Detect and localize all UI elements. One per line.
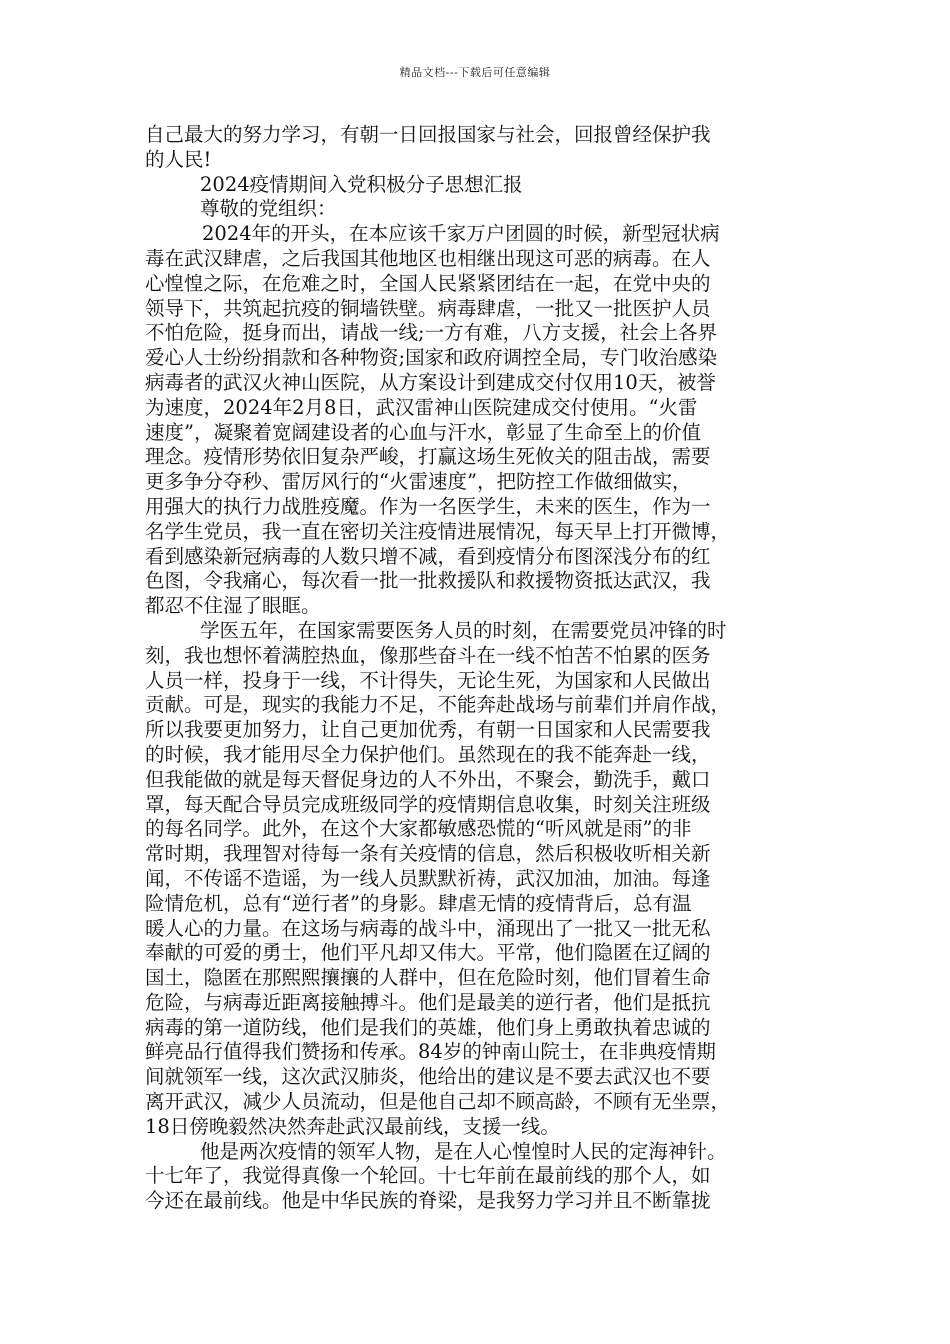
- text-line: 2024年的开头，在本应该千家万户团圆的时候，新型冠状病: [202, 222, 720, 246]
- text-line: 的人民!: [145, 147, 212, 171]
- text-line: 都忍不住湿了眼眶。: [145, 594, 321, 618]
- text-line: 闻，不传谣不造谣，为一线人员默默祈祷，武汉加油，加油。每逢: [145, 866, 711, 890]
- text-line: 领导下，共筑起抗疫的铜墙铁壁。病毒肆虐，一批又一批医护人员: [145, 296, 711, 320]
- text-line: 贡献。可是，现实的我能力不足，不能奔赴战场与前辈们并肩作战，: [145, 693, 731, 717]
- text-line: 名学生党员，我一直在密切关注疫情进展情况，每天早上打开微博，: [145, 519, 731, 543]
- text-line: 用强大的执行力战胜疫魔。作为一名医学生，未来的医生，作为一: [145, 494, 711, 518]
- text-line: 人员一样，投身于一线，不计得失，无论生死，为国家和人民做出: [145, 668, 711, 692]
- text-line: 十七年了，我觉得真像一个轮回。十七年前在最前线的那个人，如: [145, 1164, 711, 1188]
- text-line: 理念。疫情形势依旧复杂严峻，打赢这场生死攸关的阻击战，需要: [145, 445, 711, 469]
- text-line: 的时候，我才能用尽全力保护他们。虽然现在的我不能奔赴一线，: [145, 742, 711, 766]
- text-line: 他是两次疫情的领军人物，是在人心惶惶时人民的定海神针。: [200, 1139, 727, 1163]
- text-line: 爱心人士纷纷捐款和各种物资;国家和政府调控全局，专门收治感染: [145, 346, 718, 370]
- page-header: 精品文档---下载后可任意编辑: [399, 66, 551, 79]
- text-line: 罩，每天配合导员完成班级同学的疫情期信息收集，时刻关注班级: [145, 792, 711, 816]
- text-line: 鲜亮品行值得我们赞扬和传承。84岁的钟南山院士，在非典疫情期: [145, 1040, 716, 1064]
- text-line: 速度”，凝聚着宽阔建设者的心血与汗水，彰显了生命至上的价值: [145, 420, 701, 444]
- document-title: 2024疫情期间入党积极分子思想汇报: [200, 172, 523, 196]
- text-line: 18日傍晚毅然决然奔赴武汉最前线，支援一线。: [145, 1114, 560, 1138]
- text-line: 刻，我也想怀着满腔热血，像那些奋斗在一线不怕苦不怕累的医务: [145, 643, 711, 667]
- text-line: 病毒者的武汉火神山医院，从方案设计到建成交付仅用10天，被誉: [145, 370, 716, 394]
- text-line: 国土，隐匿在那熙熙攘攘的人群中，但在危险时刻，他们冒着生命: [145, 966, 711, 990]
- text-line: 奉献的可爱的勇士，他们平凡却又伟大。平常，他们隐匿在辽阔的: [145, 941, 711, 965]
- text-line: 看到感染新冠病毒的人数只增不减，看到疫情分布图深浅分布的红: [145, 544, 711, 568]
- document-body: [145, 123, 805, 1214]
- text-line: 不怕危险，挺身而出，请战一线;一方有难，八方支援，社会上各界: [145, 321, 718, 345]
- text-line: 色图，令我痛心，每次看一批一批救援队和救援物资抵达武汉，我: [145, 569, 711, 593]
- text-line: 心惶惶之际，在危难之时，全国人民紧紧团结在一起，在党中央的: [145, 271, 711, 295]
- text-line: 自己最大的努力学习，有朝一日回报国家与社会，回报曾经保护我: [145, 123, 711, 146]
- text-line: 所以我要更加努力，让自己更加优秀，有朝一日国家和人民需要我: [145, 718, 711, 742]
- text-line: 更多争分夺秒、雷厉风行的“火雷速度”，把防控工作做细做实，: [145, 470, 692, 494]
- text-line: 常时期，我理智对待每一条有关疫情的信息，然后积极收听相关新: [145, 842, 711, 866]
- text-line: 但我能做的就是每天督促身边的人不外出，不聚会，勤洗手，戴口: [145, 767, 711, 791]
- text-line: 的每名同学。此外，在这个大家都敏感恐慌的“听风就是雨”的非: [145, 817, 692, 841]
- text-line: 病毒的第一道防线，他们是我们的英雄，他们身上勇敢执着忠诚的: [145, 1015, 711, 1039]
- salutation: 尊敬的党组织：: [200, 197, 337, 221]
- text-line: 暖人心的力量。在这场与病毒的战斗中，涌现出了一批又一批无私: [145, 916, 711, 940]
- text-line: 今还在最前线。他是中华民族的脊梁，是我努力学习并且不断靠拢: [145, 1189, 711, 1213]
- text-line: 毒在武汉肆虐，之后我国其他地区也相继出现这可恶的病毒。在人: [145, 246, 711, 270]
- text-line: 险情危机，总有“逆行者”的身影。肆虐无情的疫情背后，总有温: [145, 891, 692, 915]
- text-line: 为速度，2024年2月8日，武汉雷神山医院建成交付使用。“火雷: [145, 395, 698, 419]
- text-line: 间就领军一线，这次武汉肺炎，他给出的建议是不要去武汉也不要: [145, 1065, 711, 1089]
- text-line: 离开武汉，减少人员流动，但是他自己却不顾高龄，不顾有无坐票，: [145, 1090, 731, 1114]
- text-line: 危险，与病毒近距离接触搏斗。他们是最美的逆行者，他们是抵抗: [145, 990, 711, 1014]
- text-line: 学医五年，在国家需要医务人员的时刻，在需要党员冲锋的时: [200, 618, 727, 642]
